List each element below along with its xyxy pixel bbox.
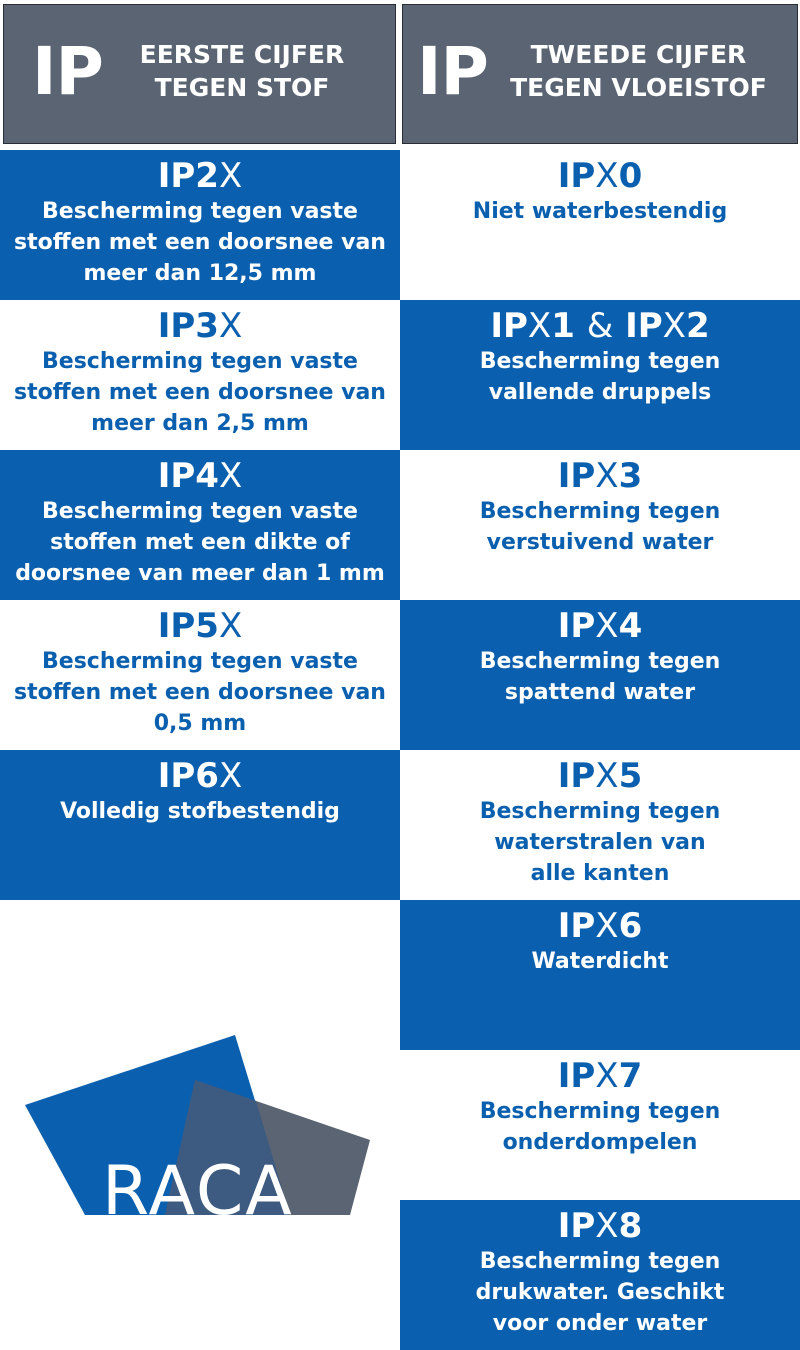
header-water-line1: TWEEDE CIJFER <box>530 40 747 69</box>
dust-description: Bescherming tegen vaste stoffen met een doorsnee van meer dan 12,5 mm <box>14 199 386 286</box>
dust-rating-ip2x <box>0 150 400 300</box>
dust-code <box>0 606 400 646</box>
header-water-ip: IP <box>417 33 488 110</box>
dust-description: Bescherming tegen vaste stoffen met een doorsnee van 0,5 mm <box>14 649 386 736</box>
water-rating-ipx4 <box>400 600 800 750</box>
dust-code-x: X <box>218 306 243 346</box>
water-code-amp: & <box>586 306 614 346</box>
water-description: Bescherming tegen onderdompelen <box>479 1099 721 1155</box>
water-code-x: X <box>595 456 619 496</box>
water-description: Waterdicht <box>531 949 669 974</box>
water-code-x: X <box>595 906 619 946</box>
water-code-num: 2 <box>685 306 710 346</box>
water-code-ip: IP <box>557 1206 596 1246</box>
raca-logo <box>20 1030 380 1230</box>
header-water-title <box>488 38 789 104</box>
water-description: Niet waterbestendig <box>472 199 728 224</box>
water-code-ip: IP <box>557 606 596 646</box>
water-code-num: 5 <box>618 756 643 796</box>
water-code-num: 8 <box>618 1206 643 1246</box>
dust-description: Volledig stofbestendig <box>60 799 340 824</box>
water-code-x: X <box>595 1056 619 1096</box>
water-code <box>400 1056 800 1096</box>
header-water <box>402 4 798 144</box>
water-code-ip: IP <box>557 756 596 796</box>
water-code <box>400 906 800 946</box>
water-description: Bescherming tegen vallende druppels <box>479 349 721 405</box>
dust-code <box>0 306 400 346</box>
dust-code-x: X <box>218 606 243 646</box>
water-rating-ipx8 <box>400 1200 800 1350</box>
water-code-x: X <box>662 306 686 346</box>
water-description: Bescherming tegen spattend water <box>479 649 721 705</box>
water-rating-ipx0 <box>400 150 800 300</box>
water-code-ip: IP <box>557 456 596 496</box>
water-code <box>400 606 800 646</box>
dust-rating-ip3x <box>0 300 400 450</box>
dust-description: Bescherming tegen vaste stoffen met een doorsnee van meer dan 2,5 mm <box>14 349 386 436</box>
water-code <box>400 456 800 496</box>
dust-code-prefix: IP2 <box>157 156 219 196</box>
dust-code-x: X <box>218 756 243 796</box>
dust-code-prefix: IP4 <box>157 456 219 496</box>
dust-code-prefix: IP6 <box>157 756 219 796</box>
water-code-ip: IP <box>490 306 528 346</box>
water-code-num: 0 <box>618 156 643 196</box>
water-code-x: X <box>595 606 619 646</box>
water-code-ip: IP <box>557 156 596 196</box>
header-water-line2: TEGEN VLOEISTOF <box>510 73 767 102</box>
dust-rating-ip5x <box>0 600 400 750</box>
water-code-num: 3 <box>618 456 643 496</box>
water-description: Bescherming tegen waterstralen van alle kanten <box>479 799 721 886</box>
water-code <box>400 156 800 196</box>
header-dust-title <box>103 38 381 104</box>
water-code-x: X <box>595 1206 619 1246</box>
dust-rating-ip6x <box>0 750 400 900</box>
water-code-x: X <box>527 306 552 346</box>
logo-text: RACA <box>102 1152 294 1230</box>
header-dust-line1: EERSTE CIJFER <box>139 40 345 69</box>
dust-code-prefix: IP5 <box>157 606 219 646</box>
water-code <box>400 306 800 346</box>
water-code-x: X <box>595 156 619 196</box>
header-dust <box>3 4 396 144</box>
water-description: Bescherming tegen drukwater. Geschikt voor onder water <box>475 1249 725 1336</box>
header-dust-line2: TEGEN STOF <box>154 73 330 102</box>
dust-code <box>0 756 400 796</box>
water-rating-ipx3 <box>400 450 800 600</box>
water-code-num: 4 <box>618 606 643 646</box>
water-code-num: 1 <box>551 306 575 346</box>
dust-rating-ip4x <box>0 450 400 600</box>
water-rating-ipx6 <box>400 900 800 1050</box>
dust-code-x: X <box>218 456 243 496</box>
water-rating-ipx7 <box>400 1050 800 1200</box>
water-code-x: X <box>595 756 619 796</box>
dust-code-prefix: IP3 <box>157 306 219 346</box>
water-rating-ipx5 <box>400 750 800 900</box>
dust-code <box>0 456 400 496</box>
water-description: Bescherming tegen verstuivend water <box>479 499 721 555</box>
water-code-ip: IP <box>557 1056 596 1096</box>
header-dust-ip: IP <box>32 33 103 110</box>
dust-code <box>0 156 400 196</box>
water-rating-ipx1-ipx2 <box>400 300 800 450</box>
water-code-ip: IP <box>557 906 596 946</box>
water-code <box>400 756 800 796</box>
water-code-num: 7 <box>618 1056 643 1096</box>
water-code-num: 6 <box>618 906 643 946</box>
dust-description: Bescherming tegen vaste stoffen met een dikte of doorsnee van meer dan 1 mm <box>15 499 385 586</box>
water-code <box>400 1206 800 1246</box>
water-code-ip: IP <box>625 306 663 346</box>
dust-code-x: X <box>218 156 243 196</box>
